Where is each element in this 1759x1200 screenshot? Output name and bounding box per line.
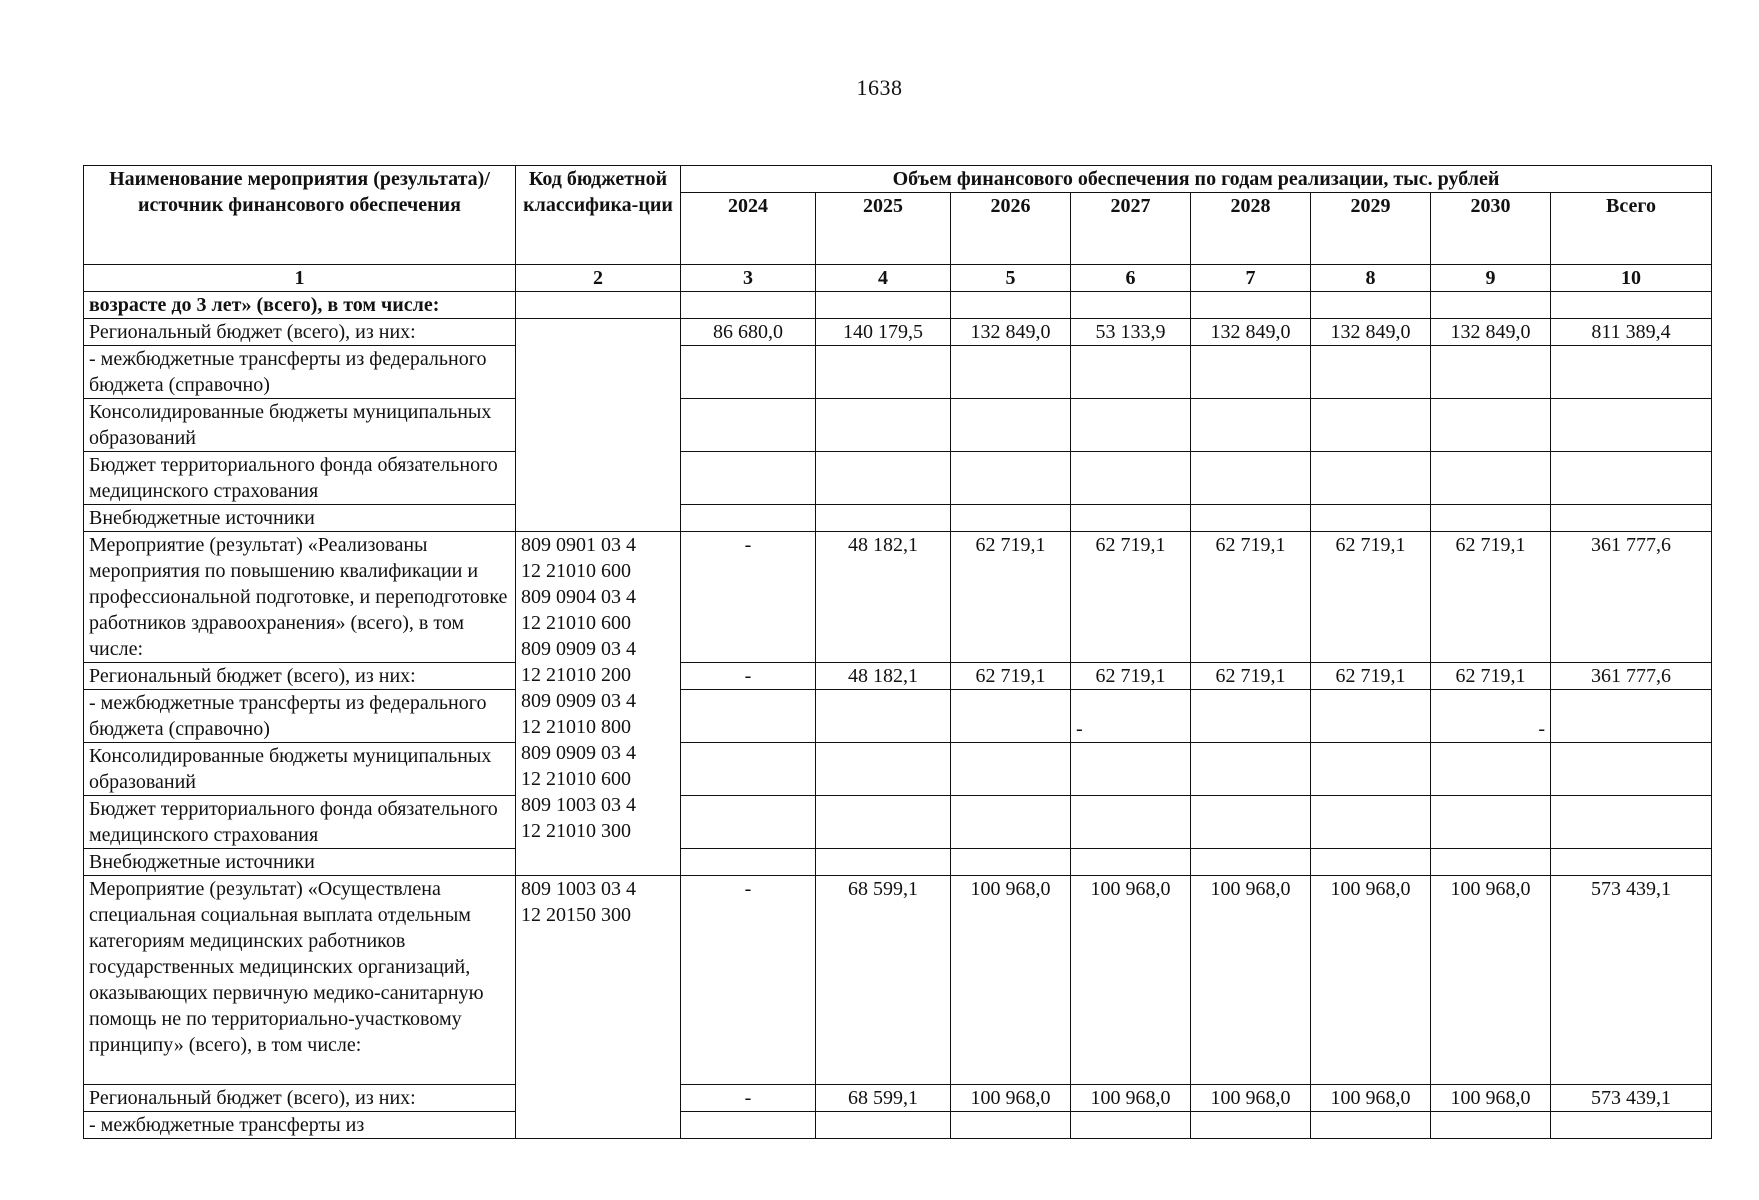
code-cell bbox=[516, 292, 681, 319]
value-cell: 100 968,0 bbox=[1431, 876, 1551, 1085]
row-name: - межбюджетные трансферты из федерального бюджета (справочно) bbox=[84, 690, 516, 743]
value-cell bbox=[1311, 346, 1431, 399]
value-cell bbox=[681, 743, 816, 796]
column-number: 1 bbox=[84, 265, 516, 292]
value-cell: 48 182,1 bbox=[816, 663, 951, 690]
value-cell: 62 719,1 bbox=[1071, 532, 1191, 663]
row-name: Региональный бюджет (всего), из них: bbox=[84, 1085, 516, 1112]
value-cell bbox=[681, 452, 816, 505]
value-cell bbox=[1071, 505, 1191, 532]
value-cell bbox=[1311, 690, 1431, 743]
value-cell bbox=[816, 849, 951, 876]
row-name: Консолидированные бюджеты муниципальных образований bbox=[84, 743, 516, 796]
value-cell bbox=[1311, 849, 1431, 876]
value-cell bbox=[1311, 796, 1431, 849]
value-cell bbox=[1551, 292, 1712, 319]
value-cell bbox=[816, 690, 951, 743]
row-name: Внебюджетные источники bbox=[84, 849, 516, 876]
value-cell bbox=[951, 849, 1071, 876]
value-cell: 62 719,1 bbox=[1431, 663, 1551, 690]
value-cell: 361 777,6 bbox=[1551, 663, 1712, 690]
value-cell: 100 968,0 bbox=[951, 876, 1071, 1085]
value-cell bbox=[1311, 505, 1431, 532]
value-cell: 811 389,4 bbox=[1551, 319, 1712, 346]
value-cell bbox=[1071, 399, 1191, 452]
value-cell bbox=[1191, 346, 1311, 399]
value-cell bbox=[1071, 452, 1191, 505]
value-cell: 100 968,0 bbox=[951, 1085, 1071, 1112]
value-cell bbox=[1431, 796, 1551, 849]
page-number: 1638 bbox=[856, 75, 903, 100]
value-cell: 140 179,5 bbox=[816, 319, 951, 346]
row-name: Мероприятие (результат) «Реализованы мероприятия по повышению квалификации и профессиональной подготовке, и переподготовке работников здравоохранения» (всего), в том числе: bbox=[84, 532, 516, 663]
value-cell bbox=[1551, 743, 1712, 796]
value-cell bbox=[951, 399, 1071, 452]
value-cell: 100 968,0 bbox=[1191, 1085, 1311, 1112]
value-cell: 68 599,1 bbox=[816, 876, 951, 1085]
value-cell: 132 849,0 bbox=[1311, 319, 1431, 346]
value-cell bbox=[951, 346, 1071, 399]
value-cell: 62 719,1 bbox=[1191, 663, 1311, 690]
code-cell bbox=[681, 849, 816, 876]
value-cell bbox=[1311, 292, 1431, 319]
value-cell: 100 968,0 bbox=[1311, 876, 1431, 1085]
value-cell: 62 719,1 bbox=[1431, 532, 1551, 663]
value-cell bbox=[1431, 346, 1551, 399]
value-cell: 100 968,0 bbox=[1071, 876, 1191, 1085]
table-row bbox=[84, 532, 1712, 663]
value-cell bbox=[1191, 292, 1311, 319]
value-cell: - bbox=[681, 1085, 816, 1112]
value-cell: - bbox=[681, 876, 816, 1085]
column-number: 10 bbox=[1551, 265, 1712, 292]
column-number: 3 bbox=[681, 265, 816, 292]
year-header: 2030 bbox=[1431, 193, 1551, 265]
row-name: Консолидированные бюджеты муниципальных образований bbox=[84, 399, 516, 452]
table-row bbox=[84, 452, 1712, 505]
table-row bbox=[84, 319, 1712, 346]
value-cell bbox=[951, 690, 1071, 743]
table-row bbox=[84, 505, 1712, 532]
value-cell bbox=[1191, 796, 1311, 849]
value-cell: - bbox=[681, 532, 816, 663]
value-cell: 48 182,1 bbox=[816, 532, 951, 663]
value-cell bbox=[1071, 743, 1191, 796]
value-cell: 100 968,0 bbox=[1431, 1085, 1551, 1112]
value-cell: 100 968,0 bbox=[1071, 1085, 1191, 1112]
column-number: 8 bbox=[1311, 265, 1431, 292]
code-cell bbox=[516, 319, 681, 532]
year-header: 2025 bbox=[816, 193, 951, 265]
value-cell: 132 849,0 bbox=[951, 319, 1071, 346]
column-number: 6 bbox=[1071, 265, 1191, 292]
value-cell bbox=[1191, 690, 1311, 743]
value-cell bbox=[1431, 505, 1551, 532]
value-cell bbox=[1431, 399, 1551, 452]
value-cell bbox=[1071, 292, 1191, 319]
table-row bbox=[84, 876, 1712, 1085]
value-cell: 62 719,1 bbox=[1311, 663, 1431, 690]
col-header-name: Наименование мероприятия (результата)/ источник финансового обеспечения bbox=[84, 166, 516, 265]
value-cell: - bbox=[681, 663, 816, 690]
value-cell: 86 680,0 bbox=[681, 319, 816, 346]
value-cell bbox=[951, 743, 1071, 796]
table-row bbox=[84, 1085, 1712, 1112]
table-row bbox=[84, 690, 1712, 743]
value-cell bbox=[1311, 399, 1431, 452]
year-header: 2028 bbox=[1191, 193, 1311, 265]
value-cell bbox=[1431, 849, 1551, 876]
value-cell bbox=[681, 690, 816, 743]
value-cell: 62 719,1 bbox=[1191, 532, 1311, 663]
column-number: 9 bbox=[1431, 265, 1551, 292]
row-name: Бюджет территориального фонда обязательного медицинского страхования bbox=[84, 452, 516, 505]
value-cell: 132 849,0 bbox=[1431, 319, 1551, 346]
row-name: Региональный бюджет (всего), из них: bbox=[84, 663, 516, 690]
value-cell bbox=[681, 292, 816, 319]
value-cell: 62 719,1 bbox=[951, 532, 1071, 663]
value-cell bbox=[816, 505, 951, 532]
value-cell bbox=[1431, 1112, 1551, 1139]
value-cell bbox=[1551, 849, 1712, 876]
row-name: возрасте до 3 лет» (всего), в том числе: bbox=[84, 292, 516, 319]
row-name: Мероприятие (результат) «Осуществлена специальная социальная выплата отдельным категориям медицинских работников государственных медицинских организаций, оказывающих первичную медико-санитарную помощь не по территориально-участковому принципу» (всего), в том числе: bbox=[84, 876, 516, 1085]
value-cell bbox=[1551, 452, 1712, 505]
value-cell bbox=[1311, 1112, 1431, 1139]
budget-table bbox=[83, 165, 1712, 1139]
value-cell bbox=[816, 1112, 951, 1139]
row-name: Бюджет территориального фонда обязательного медицинского страхования bbox=[84, 796, 516, 849]
value-cell: - bbox=[1431, 690, 1551, 743]
value-cell bbox=[1551, 346, 1712, 399]
value-cell: 361 777,6 bbox=[1551, 532, 1712, 663]
value-cell bbox=[681, 505, 816, 532]
value-cell bbox=[1191, 452, 1311, 505]
value-cell bbox=[1191, 849, 1311, 876]
value-cell bbox=[951, 1112, 1071, 1139]
value-cell: 62 719,1 bbox=[951, 663, 1071, 690]
value-cell bbox=[1311, 743, 1431, 796]
value-cell bbox=[816, 399, 951, 452]
budget-code: 809 1003 03 4 12 20150 300 bbox=[516, 876, 681, 1139]
value-cell bbox=[681, 1112, 816, 1139]
column-number-row bbox=[84, 265, 1712, 292]
value-cell bbox=[951, 796, 1071, 849]
value-cell bbox=[951, 292, 1071, 319]
table-row bbox=[84, 663, 1712, 690]
table-row bbox=[84, 1112, 1712, 1139]
value-cell: 62 719,1 bbox=[1071, 663, 1191, 690]
total-header: Всего bbox=[1551, 193, 1712, 265]
value-cell: 100 968,0 bbox=[1191, 876, 1311, 1085]
col-header-code: Код бюджетной классифика-ции bbox=[516, 166, 681, 265]
value-cell bbox=[681, 346, 816, 399]
row-name: - межбюджетные трансферты из bbox=[84, 1112, 516, 1139]
table-row bbox=[84, 346, 1712, 399]
value-cell bbox=[1071, 849, 1191, 876]
value-cell bbox=[816, 452, 951, 505]
table-row bbox=[84, 292, 1712, 319]
value-cell: 132 849,0 bbox=[1191, 319, 1311, 346]
value-cell bbox=[1431, 292, 1551, 319]
value-cell bbox=[1191, 505, 1311, 532]
value-cell bbox=[1551, 690, 1712, 743]
year-header: 2026 bbox=[951, 193, 1071, 265]
value-cell bbox=[1191, 399, 1311, 452]
value-cell bbox=[681, 399, 816, 452]
value-cell: 573 439,1 bbox=[1551, 876, 1712, 1085]
column-number: 5 bbox=[951, 265, 1071, 292]
value-cell bbox=[1191, 743, 1311, 796]
value-cell bbox=[1311, 452, 1431, 505]
table-row bbox=[84, 796, 1712, 849]
value-cell: 573 439,1 bbox=[1551, 1085, 1712, 1112]
column-number: 4 bbox=[816, 265, 951, 292]
year-header: 2024 bbox=[681, 193, 816, 265]
value-cell bbox=[1431, 452, 1551, 505]
table-row bbox=[84, 399, 1712, 452]
value-cell bbox=[1551, 796, 1712, 849]
column-number: 2 bbox=[516, 265, 681, 292]
value-cell: 62 719,1 bbox=[1311, 532, 1431, 663]
value-cell bbox=[1071, 796, 1191, 849]
value-cell bbox=[816, 292, 951, 319]
value-cell: 100 968,0 bbox=[1311, 1085, 1431, 1112]
col-header-volume: Объем финансового обеспечения по годам реализации, тыс. рублей bbox=[681, 166, 1712, 193]
value-cell bbox=[816, 743, 951, 796]
budget-code: 809 0901 03 4 12 21010 600 809 0904 03 4 12 21010 600 809 0909 03 4 12 21010 200 809 0909 03 4 12 21010 800 809 0909 03 4 12 21010 600 809 1003 03 4 12 21010 300 bbox=[516, 532, 681, 876]
value-cell bbox=[1071, 346, 1191, 399]
value-cell bbox=[1551, 399, 1712, 452]
value-cell bbox=[1431, 743, 1551, 796]
value-cell bbox=[816, 346, 951, 399]
year-header: 2029 bbox=[1311, 193, 1431, 265]
row-name: - межбюджетные трансферты из федерального бюджета (справочно) bbox=[84, 346, 516, 399]
value-cell: - bbox=[1071, 690, 1191, 743]
value-cell: 68 599,1 bbox=[816, 1085, 951, 1112]
column-number: 7 bbox=[1191, 265, 1311, 292]
value-cell bbox=[681, 796, 816, 849]
value-cell bbox=[951, 505, 1071, 532]
row-name: Внебюджетные источники bbox=[84, 505, 516, 532]
value-cell bbox=[1071, 1112, 1191, 1139]
table-row bbox=[84, 849, 1712, 876]
header-row bbox=[84, 166, 1712, 193]
value-cell bbox=[1551, 505, 1712, 532]
value-cell bbox=[816, 796, 951, 849]
table-row bbox=[84, 743, 1712, 796]
value-cell bbox=[1191, 1112, 1311, 1139]
value-cell bbox=[951, 452, 1071, 505]
value-cell: 53 133,9 bbox=[1071, 319, 1191, 346]
row-name: Региональный бюджет (всего), из них: bbox=[84, 319, 516, 346]
year-header: 2027 bbox=[1071, 193, 1191, 265]
value-cell bbox=[1551, 1112, 1712, 1139]
